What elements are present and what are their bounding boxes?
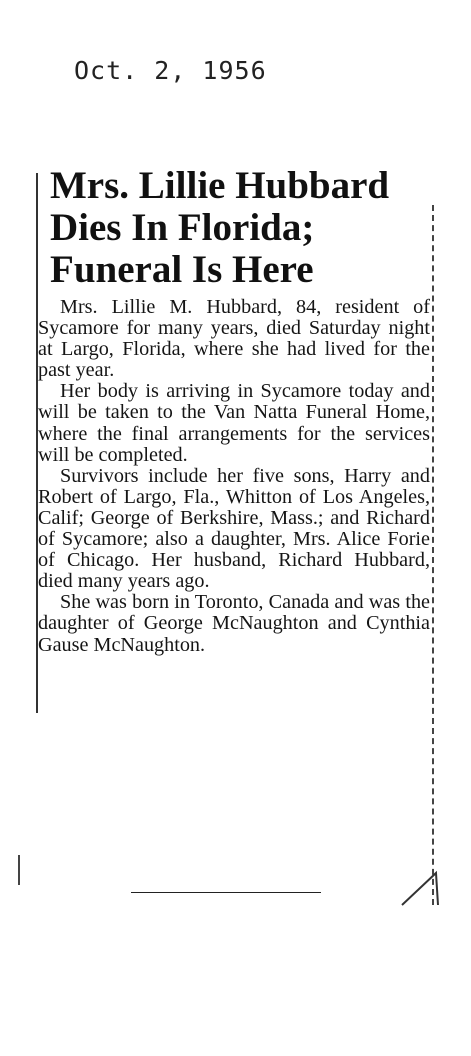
paragraph-3: Survivors include her five sons, Harry and Robert of Largo, Fla., Whitton of Los Angeles, Calif; George of Berkshire, Mass.; and Richard of Sycamore; also a daughter, Mrs. Alice Forie of Chicago. Her husband, Richard Hubbard, died many years ago. [38,464,430,593]
headline-line-3: Funeral Is Here [50,248,314,291]
clipping-left-edge-mark [18,855,20,885]
paragraph-4: She was born in Toronto, Canada and was the daughter of George McNaughton and Cynthia Gause McNaughton. [38,591,430,656]
paragraph-2: Her body is arriving in Sycamore today and will be taken to the Van Natta Funeral Home, where the final arrangements for the services will be completed. [38,380,430,466]
headline [50,165,436,291]
newspaper-clipping [36,165,436,910]
date-stamp: Oct. 2, 1956 [74,56,267,85]
paragraph-1: Mrs. Lillie M. Hubbard, 84, resident of Sycamore for many years, died Saturday night at Largo, Florida, where she had lived for the past year. [38,296,430,382]
clipping-right-edge [432,205,434,905]
article-body [38,297,430,656]
headline-line-1: Mrs. Lillie Hubbard [50,164,390,207]
torn-corner-mark [400,865,440,907]
end-rule [131,892,321,893]
headline-line-2: Dies In Florida; [50,206,315,249]
